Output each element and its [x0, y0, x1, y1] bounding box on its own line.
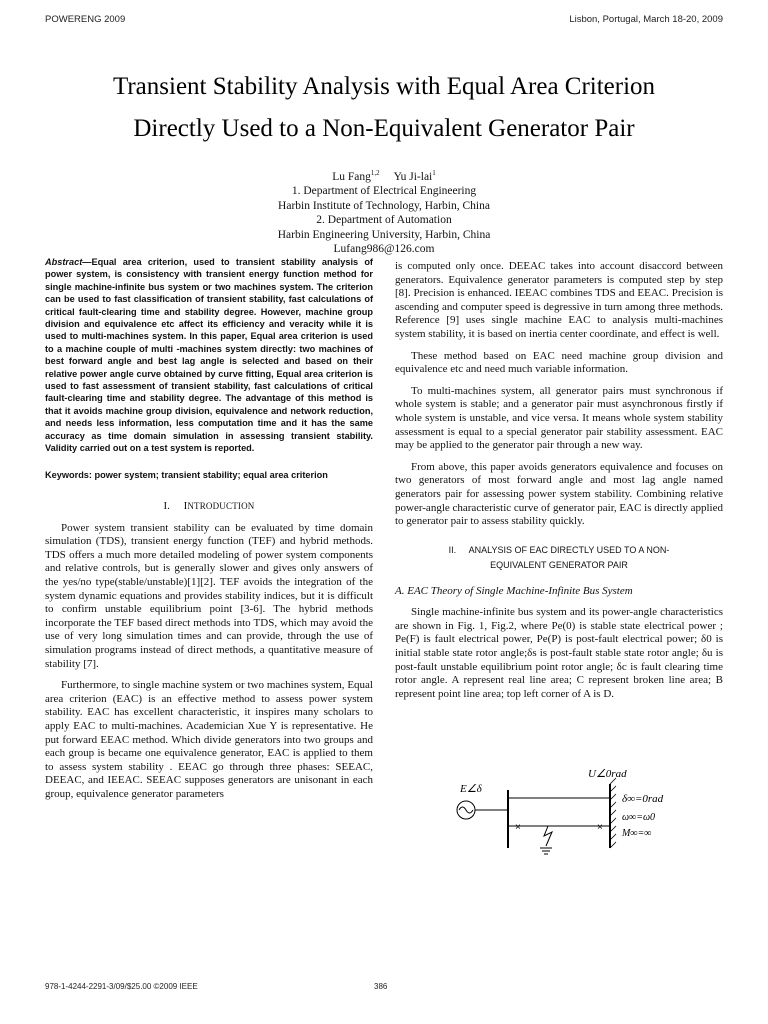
- infinite-bus-speed-label: ω∞=ω0: [622, 812, 655, 823]
- affiliation-2-institution: Harbin Engineering University, Harbin, China: [277, 228, 491, 241]
- abstract-label: Abstract: [45, 257, 83, 267]
- subsection-a-heading: A. EAC Theory of Single Machine-Infinite Bus System: [395, 584, 633, 597]
- isbn-footer: 978-1-4244-2291-3/09/$25.00 ©2009 IEEE: [45, 982, 198, 991]
- right-column: [395, 260, 723, 709]
- conference-header: POWERENG 2009: [45, 14, 126, 25]
- breaker-1-icon: ×: [515, 822, 521, 833]
- affiliation-1-institution: Harbin Institute of Technology, Harbin, China: [278, 199, 490, 212]
- author-1: Lu Fang: [332, 170, 371, 183]
- author-2-affiliation-mark: 1: [432, 169, 436, 177]
- infinite-bus-inertia-label: M∞=∞: [622, 828, 652, 839]
- generator-sine-icon: [459, 807, 473, 813]
- fault-lightning-icon: [544, 826, 552, 846]
- breaker-2-icon: ×: [597, 822, 603, 833]
- page-number: 386: [374, 982, 388, 991]
- body-paragraph-2: These method based on EAC need machine group division and equivalence etc and need much variable information.: [395, 349, 723, 376]
- intro-paragraph-2: Furthermore, to single machine system or two machines system, Equal area criterion (EAC) is an effective method to assess power system stability. EAC has excellent characteristic, it inspires many scholars to apply EAC to multi-machines. Academician Xue Y is representative. He put forward EEAC method. Which divide generators into two groups and each group is became one equivalence generator, EAC is applied to them to assess system stability . EEAC go through three phases: SEEAC, DEEAC, and IEEAC. SEEAC supposes generators are unisonant in each group, equivalence generator parameters: [45, 679, 373, 800]
- section-2-number: II.: [448, 544, 457, 555]
- subsection-a-paragraph: Single machine-infinite bus system and its power-angle characteristics are shown in Fig. 1, Fig.2, where Pe(0) is stable state electrical power ; Pe(F) is fault electrical power, Pe(P) is post-fault electrical power; δ0 is initial stable state rotor angle;δs is post-fault stable state rotor angle; δu is post-fault unstable equilibrium point rotor angle; δc is fault clearing time rotor angle. A represent real line area; C represent broken line area; B represent point line area; top left corner of A is D.: [395, 606, 723, 700]
- affiliation-1: 1. Department of Electrical Engineering: [291, 185, 477, 198]
- affiliation-2: 2. Department of Automation: [316, 214, 452, 227]
- author-names: [184, 166, 584, 184]
- abstract-text: —Equal area criterion, used to transient stability analysis of power system, is consistency with transient energy function method for single machine-infinite bus system or two machines system. The criterion can be used to fast classification of transient stability, fast calculations of critical fault-clearing time and stability degree. However, machine group division and equivalence etc affect its efficiency and veracity while it is used to multi-machines system. In this paper, Equal area criterion is used to a machine couple of multi -machines system directly: two machines of best forward angle and best lag angle is selected and based on their relative power angle curve obtained by curve fitting, Equal area criterion is used to fast assessment of transient stability, fast calculations of critical fault-clearing time and stability degree. The advantage of this method is that it avoids machine group division, equivalence and network reduction, and needs less information, less computation time and it has the same accuracy as time domain simulation in assessing transient stability. Validity carried out on a test system is reported.: [45, 257, 373, 454]
- intro-paragraph-1: Power system transient stability can be evaluated by time domain simulation (TDS), transient energy function (TEF) and hybrid methods. TDS offers a much more detailed modeling of power system components and relative controls, but is generally slower and gives only answers of the yes/no type(stable/unstable)[1][2]. TEF avoids the integration of the system dynamic equations and provides stability indices, but it is difficult to confirm unstable equilibrium point [3-6]. The hybrid methods incorporate the TEF based direct methods into TDS, which may avoid the use of very long simulation times and can provide, through the use of simulation programs instead of direct methods, a quantitative measure of stability [7].: [45, 521, 373, 670]
- author-2: Yu Ji-lai: [393, 170, 433, 183]
- author-email: Lufang986@126.com: [333, 243, 435, 256]
- keywords: Keywords: power system; transient stability; equal area criterion: [45, 469, 328, 480]
- section-1-heading: [45, 500, 373, 514]
- section-2-title-line-1: ANALYSIS OF EAC DIRECTLY USED TO A NON-: [468, 544, 670, 555]
- title-line-2: Directly Used to a Non-Equivalent Generator Pair: [133, 115, 635, 142]
- section-2-title-line-2: EQUIVALENT GENERATOR PAIR: [490, 559, 628, 570]
- title-line-1: Transient Stability Analysis with Equal Area Criterion: [112, 73, 656, 100]
- section-2-heading: [395, 543, 723, 573]
- body-paragraph-3: To multi-machines system, all generator pairs must synchronous if whole system is stable; and a generator pair must asynchronous firstly if whole system is unstable, and vice versa. It means whole system stability assessment is equal to a special generator pair stability assessment. EAC may be applied to the generator pair through a new way.: [395, 384, 723, 452]
- section-1-initial: I: [183, 500, 188, 513]
- body-paragraph-4: From above, this paper avoids generators equivalence and focuses on two generators of most forward angle and most lag angle named generators pair for assessing power system stability. Combining relative power-angle characteristic curve of generator pair, EAC is directly applied to generator pair to assess stability quickly.: [395, 460, 723, 528]
- author-1-affiliation-mark: 1,2: [370, 169, 380, 177]
- left-column: [45, 256, 373, 810]
- generator-emf-label: E∠δ: [460, 783, 482, 795]
- abstract: [45, 256, 373, 455]
- section-1-number: I.: [163, 500, 170, 513]
- infinite-bus-angle-label: δ∞=0rad: [622, 793, 664, 805]
- body-paragraph-continued: is computed only once. DEEAC takes into account disaccord between generators. Equivalence generator parameters is computed step by step [8]. Precision is enhanced. IEEAC combines TDS and EEAC. Precision is ascending and computer speed is degressive in turn among three methods. Reference [9] uses single machine EAC to analysis multi-machines system stability, it is based on inertia center coordinate, and effect is well.: [395, 260, 723, 340]
- section-1-title: NTRODUCTION: [187, 501, 255, 512]
- single-machine-infinite-bus-diagram: [440, 768, 700, 864]
- author-block: [184, 166, 584, 257]
- paper-title: [20, 66, 748, 150]
- section-2-line-1: [395, 543, 723, 558]
- location-date-header: Lisbon, Portugal, March 18-20, 2009: [569, 14, 723, 25]
- infinite-bus-voltage-label: U∠0rad: [588, 768, 627, 780]
